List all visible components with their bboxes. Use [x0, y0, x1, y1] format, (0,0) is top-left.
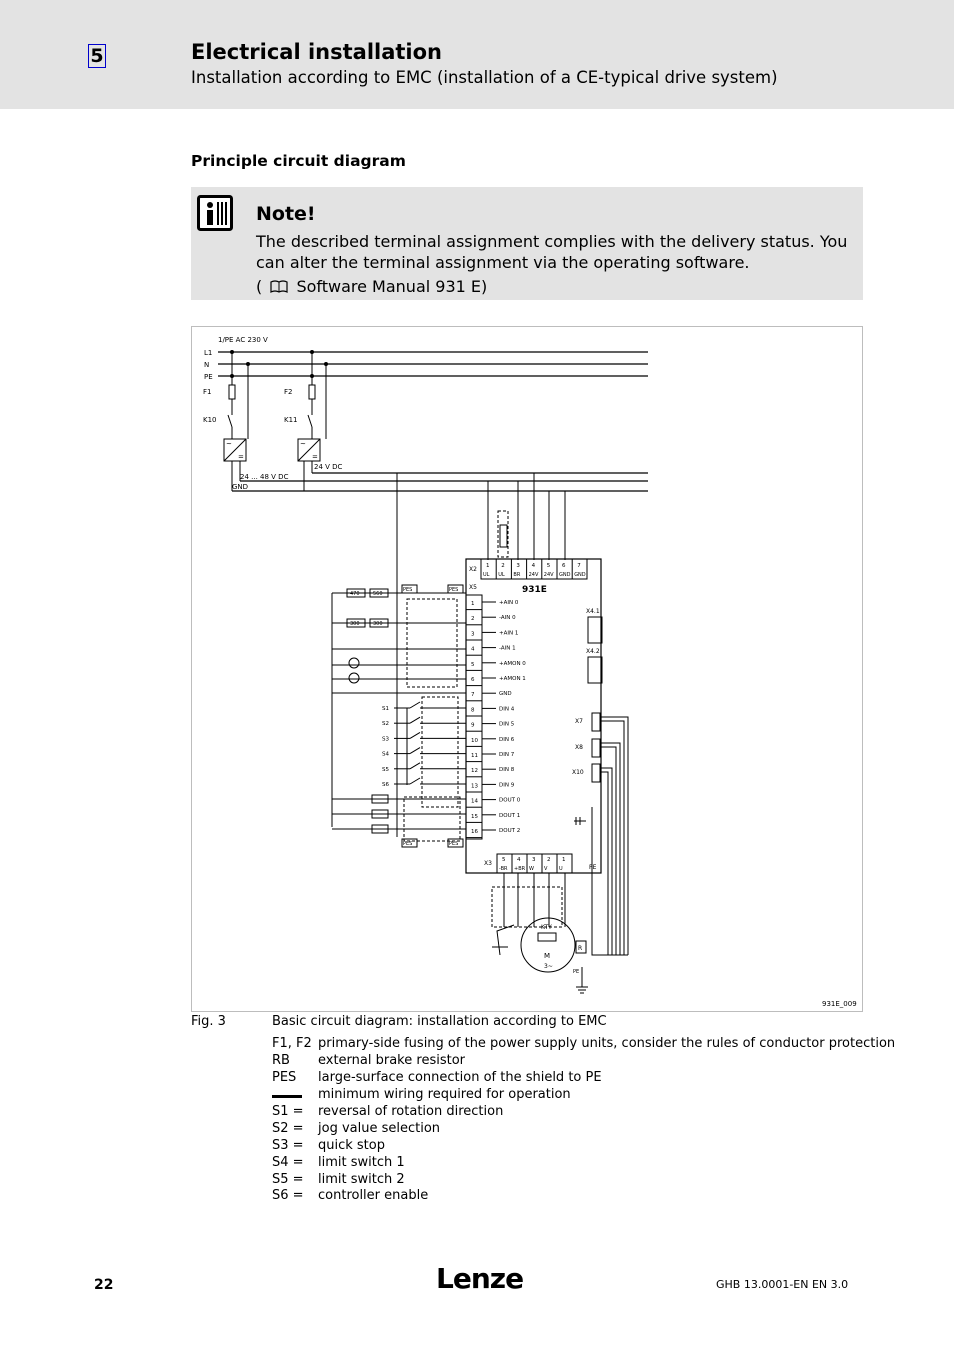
page-header: [0, 0, 954, 109]
motor-label: M: [544, 952, 551, 960]
x5-terminal-number: 11: [471, 753, 478, 759]
ps2-label: 24 V DC: [314, 463, 343, 471]
pes-label-4: PES: [449, 841, 459, 847]
line-l1-label: L1: [204, 349, 213, 357]
legend-value: limit switch 2: [318, 1172, 405, 1187]
pes-label-3: PES: [403, 841, 413, 847]
x5-terminal-number: 10: [471, 737, 478, 744]
fuse-f2: [309, 385, 315, 399]
x3-terminal-signal: U: [559, 866, 563, 872]
note-box: [191, 187, 863, 300]
x2-terminal-number: 2: [501, 563, 505, 569]
x5-terminal-number: 4: [471, 646, 475, 653]
legend-value: quick stop: [318, 1138, 385, 1153]
x5-terminal-number: 1: [471, 601, 475, 607]
switch-label: S2: [382, 721, 389, 728]
note-ref-text[interactable]: Software Manual 931 E): [296, 277, 488, 296]
x2-terminal-signal: UL: [483, 572, 490, 578]
x2-terminal-signal: 24V: [528, 572, 539, 578]
switch-contact: [410, 748, 420, 754]
legend-value: minimum wiring required for operation: [318, 1087, 571, 1102]
x3-terminal-signal: W: [529, 866, 534, 872]
switch-label: S6: [382, 782, 389, 788]
x5-terminal-number: 12: [471, 768, 478, 775]
x2-terminal-signal: BR: [513, 572, 521, 578]
device-label: 931E: [522, 585, 547, 595]
x5-terminal-number: 13: [471, 783, 478, 790]
line-n-label: N: [204, 361, 210, 369]
x5-terminal-signal: DIN 5: [499, 721, 515, 728]
circuit-diagram-frame: [191, 326, 863, 1012]
book-icon: [270, 280, 288, 293]
fuse-f1-label: F1: [203, 388, 212, 396]
x3-terminal-signal: V: [544, 866, 548, 872]
legend-value: controller enable: [318, 1188, 429, 1203]
note-ref-open: (: [256, 277, 263, 296]
figure-id: 931E_009: [822, 1000, 857, 1008]
resistor-300a-label: 300: [350, 621, 360, 627]
svg-text:=: =: [238, 453, 244, 461]
x5-terminal-number: 3: [471, 631, 475, 638]
port-x4-2: [588, 657, 602, 683]
gnd-label: GND: [232, 483, 249, 491]
section-title: Principle circuit diagram: [191, 152, 406, 170]
device-931e: [466, 559, 601, 873]
legend-value: large-surface connection of the shield to PE: [318, 1070, 602, 1085]
page-number: 22: [94, 1277, 114, 1293]
x3-terminal-number: 1: [562, 857, 566, 863]
x5-terminal-number: 8: [471, 707, 475, 714]
x5-terminal-signal: DIN 9: [499, 782, 515, 789]
legend-key: S5 =: [272, 1172, 304, 1187]
figure-label: Fig. 3: [191, 1014, 226, 1029]
x3-terminal-signal: -BR: [499, 866, 508, 872]
brake-resistor-rb: [500, 525, 507, 547]
switch-label: S1: [382, 706, 389, 712]
legend-value: jog value selection: [318, 1121, 441, 1136]
x5-label: X5: [469, 584, 477, 591]
legend-value: external brake resistor: [318, 1053, 465, 1068]
x5-terminal-number: 5: [471, 661, 475, 668]
x5-terminal-signal: +AIN 0: [499, 600, 519, 606]
legend-value: reversal of rotation direction: [318, 1104, 504, 1119]
x5-terminal-signal: DIN 6: [499, 736, 515, 743]
kty-label: KTY: [541, 924, 552, 931]
resistor-560-label: 560: [373, 591, 383, 597]
x3-terminal-number: 5: [502, 857, 506, 863]
legend-key: F1, F2: [272, 1036, 312, 1051]
ps1-label: 24 ... 48 V DC: [240, 473, 289, 481]
x2-terminal-number: 3: [516, 563, 520, 569]
resistor-470-label: 470: [350, 591, 360, 597]
x5-terminal-signal: +AMON 1: [499, 676, 526, 682]
port-x10-label: X10: [572, 769, 584, 776]
x2-terminal-number: 1: [486, 563, 490, 569]
legend-value: primary-side fusing of the power supply units, consider the rules of conductor protection: [318, 1036, 896, 1051]
motor-pe-label: PE: [573, 969, 580, 975]
x2-terminal-number: 4: [531, 563, 536, 569]
x5-terminal-signal: DIN 8: [499, 767, 515, 774]
x3-label: X3: [484, 860, 492, 867]
x5-terminal-number: 15: [471, 813, 478, 820]
pe-label: PE: [589, 864, 597, 871]
x2-terminal-signal: GND: [574, 572, 586, 578]
port-x7-label: X7: [575, 718, 583, 725]
switch-contact: [410, 717, 420, 723]
switch-contact: [410, 778, 420, 784]
switch-contact: [410, 732, 420, 738]
rb-label: R: [578, 945, 583, 952]
chapter-subtitle: Installation according to EMC (installation of a CE-typical drive system): [191, 68, 778, 87]
x5-terminal-signal: DOUT 1: [499, 812, 521, 819]
legend-key: RB: [272, 1053, 290, 1068]
port-x4-2-label: X4.2: [586, 648, 600, 655]
x5-terminal-number: 2: [471, 616, 475, 623]
chapter-number[interactable]: 5: [88, 44, 106, 68]
lenze-logo: Lenze: [436, 1262, 524, 1295]
legend-key: S2 =: [272, 1121, 304, 1136]
motor-sub-label: 3~: [544, 963, 553, 970]
switch-label: S4: [382, 751, 389, 758]
x3-terminal-number: 4: [517, 857, 521, 863]
fuse-f1: [229, 385, 235, 399]
fuse-f2-label: F2: [284, 388, 293, 396]
line-pe-label: PE: [204, 373, 213, 381]
legend-value: limit switch 1: [318, 1155, 405, 1170]
x5-terminal-signal: +AIN 1: [499, 630, 519, 637]
x3-terminal-number: 3: [532, 857, 536, 863]
pes-label-2: PES: [449, 587, 459, 593]
contactor-k10-label: K10: [203, 416, 217, 424]
svg-text:~: ~: [300, 440, 306, 448]
switch-label: S5: [382, 766, 389, 773]
x5-terminal-number: 16: [471, 829, 478, 835]
x3-terminal-number: 2: [547, 857, 551, 863]
x5-terminal-signal: DOUT 2: [499, 828, 521, 834]
legend-key: S4 =: [272, 1155, 304, 1170]
legend-key: PES: [272, 1070, 297, 1085]
document-id: GHB 13.0001-EN EN 3.0: [716, 1278, 849, 1291]
pes-label-1: PES: [403, 587, 413, 593]
x5-terminal-signal: +AMON 0: [499, 660, 526, 667]
x5-terminal-signal: -AIN 0: [499, 615, 516, 622]
info-icon: [197, 195, 233, 231]
svg-text:=: =: [312, 453, 318, 461]
port-x8-label: X8: [575, 744, 583, 751]
x5-terminal-number: 14: [471, 798, 478, 805]
switch-contact: [410, 702, 420, 708]
port-x4-1: [588, 617, 602, 643]
x3-terminal-signal: +BR: [514, 866, 526, 872]
x5-terminal-signal: GND: [499, 691, 512, 698]
circuit-diagram: [192, 327, 864, 1013]
x2-terminal-number: 6: [562, 563, 566, 569]
x2-terminal-number: 5: [546, 563, 551, 569]
legend-line-symbol: [272, 1095, 302, 1098]
x5-terminal-signal: DIN 7: [499, 752, 515, 758]
contactor-k11-label: K11: [284, 416, 298, 424]
resistor-300b-label: 300: [373, 621, 383, 627]
x5-terminal-signal: DOUT 0: [499, 797, 521, 804]
x2-label: X2: [469, 566, 477, 573]
note-text: The described terminal assignment complies with the delivery status. You can alter the terminal assignment via the operating software.: [256, 232, 848, 272]
x5-terminal-number: 7: [471, 692, 475, 699]
switch-contact: [410, 763, 420, 769]
note-title: Note!: [256, 203, 316, 225]
x2-terminal-signal: 24V: [543, 572, 554, 578]
x2-terminal-signal: UL: [498, 572, 505, 578]
x5-terminal-signal: DIN 4: [499, 706, 515, 713]
figure-caption: Basic circuit diagram: installation according to EMC: [272, 1014, 607, 1029]
supply-label: 1/PE AC 230 V: [218, 336, 268, 344]
switch-label: S3: [382, 736, 389, 743]
legend-key: S1 =: [272, 1104, 304, 1119]
legend-key: S6 =: [272, 1188, 304, 1203]
port-x4-1-label: X4.1: [586, 608, 600, 615]
x2-terminal-number: 7: [577, 563, 581, 569]
svg-text:~: ~: [226, 440, 232, 448]
note-reference: [256, 277, 487, 296]
legend-key: S3 =: [272, 1138, 304, 1153]
x2-terminal-signal: GND: [559, 572, 571, 578]
x5-terminal-signal: -AIN 1: [499, 645, 516, 652]
x5-terminal-number: 6: [471, 677, 475, 683]
x5-terminal-number: 9: [471, 722, 475, 729]
chapter-title: Electrical installation: [191, 40, 442, 64]
